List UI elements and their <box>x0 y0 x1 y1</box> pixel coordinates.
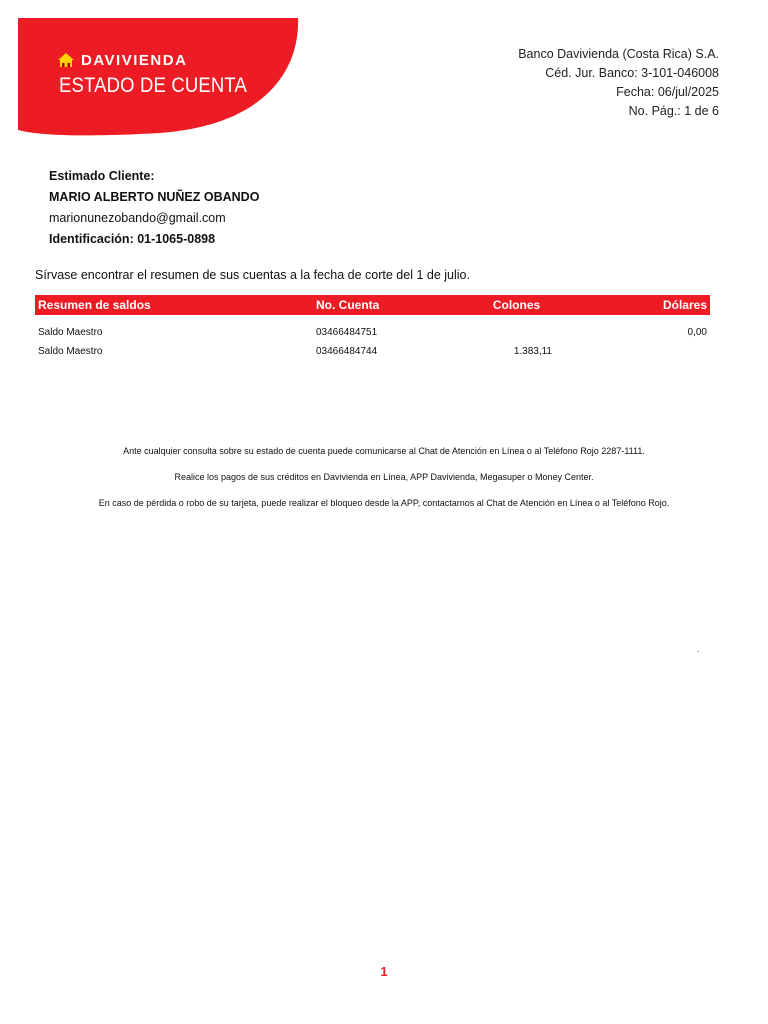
stray-mark: . <box>697 644 700 654</box>
row-description: Saldo Maestro <box>38 327 103 338</box>
table-header-row <box>35 295 710 315</box>
page-number: 1 <box>380 964 388 979</box>
notes-block <box>0 446 768 524</box>
header-description: Resumen de saldos <box>35 295 313 315</box>
header-account: No. Cuenta <box>313 295 439 315</box>
brand-logo <box>57 50 187 70</box>
header-red-banner <box>0 0 300 140</box>
house-roof-icon <box>57 52 75 68</box>
balance-summary-table <box>35 295 710 361</box>
customer-greeting: Estimado Cliente: <box>49 169 155 183</box>
note-payments: Realice los pagos de sus créditos en Davivienda en Línea, APP Davivienda, Megasuper o Money Center. <box>174 472 594 482</box>
customer-block <box>49 166 259 250</box>
customer-name: MARIO ALBERTO NUÑEZ OBANDO <box>49 190 260 204</box>
bank-legal-id: Céd. Jur. Banco: 3-101-046008 <box>545 66 719 80</box>
row-account: 03466484751 <box>316 327 378 338</box>
customer-identification: Identificación: 01-1065-0898 <box>49 232 216 246</box>
header-colones: Colones <box>439 295 594 315</box>
customer-email: marionunezobando@gmail.com <box>49 211 226 225</box>
row-dollars: 0,00 <box>687 327 707 338</box>
brand-name: DAVIVIENDA <box>81 51 188 69</box>
row-dollars <box>594 342 710 361</box>
note-card-loss: En caso de pérdida o robo de su tarjeta, puede realizar el bloqueo desde la APP, contactarnos al Chat de Atención en Línea o al Teléfono Rojo. <box>98 498 670 508</box>
note-contact: Ante cualquier consulta sobre su estado de cuenta puede comunicarse al Chat de Atención en Línea o al Teléfono Rojo 2287-1111. <box>123 446 645 456</box>
bank-info-block <box>518 45 719 121</box>
header-dollars: Dólares <box>594 295 710 315</box>
statement-date: Fecha: 06/jul/2025 <box>616 85 719 99</box>
row-colones <box>439 315 594 342</box>
intro-text: Sírvase encontrar el resumen de sus cuentas a la fecha de corte del 1 de julio. <box>35 268 470 282</box>
page-count: No. Pág.: 1 de 6 <box>628 104 719 118</box>
row-account: 03466484744 <box>316 346 378 357</box>
document-title: ESTADO DE CUENTA <box>59 74 247 97</box>
row-colones: 1.383,11 <box>513 346 552 357</box>
row-description: Saldo Maestro <box>38 346 103 357</box>
table-row <box>35 315 710 342</box>
bank-name: Banco Davivienda (Costa Rica) S.A. <box>518 47 719 61</box>
table-row <box>35 342 710 361</box>
